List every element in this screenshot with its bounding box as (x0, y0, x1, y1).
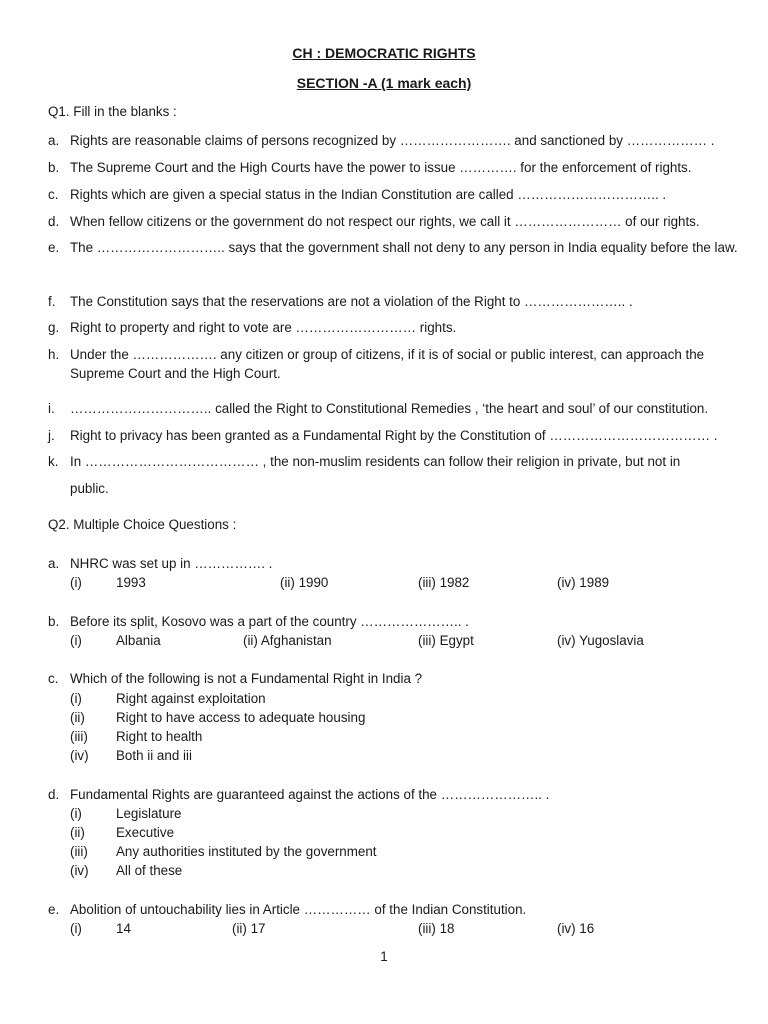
item-text: The Constitution says that the reservations are not a violation of the Right to ………………….. . (70, 294, 633, 309)
option-number: (i) (70, 691, 82, 706)
item-text: When fellow citizens or the government do not respect our rights, we call it …………………… of our rights. (70, 214, 700, 229)
question-text: Which of the following is not a Fundamental Right in India ? (70, 671, 423, 686)
option-text: 14 (116, 921, 131, 936)
option-number: (iv) (70, 748, 89, 763)
option-text: (ii) 1990 (280, 575, 329, 590)
option-number: (i) (70, 633, 82, 648)
mcq-option (70, 842, 710, 861)
item-text: public. (70, 481, 109, 496)
chapter-title: CH : DEMOCRATIC RIGHTS (292, 45, 476, 61)
option-text: Legislature (116, 806, 182, 821)
option-text: 1993 (116, 575, 146, 590)
option-text: (iv) 16 (557, 921, 595, 936)
mcq-option (70, 727, 710, 746)
option-number: (i) (70, 806, 82, 821)
item-label: b. (48, 160, 60, 175)
option-number: (iv) (70, 863, 89, 878)
item-text: The Supreme Court and the High Courts have the power to issue …………. for the enforcement of rights. (70, 160, 692, 175)
item-label: i. (48, 401, 55, 416)
mcq-options-row (70, 631, 730, 650)
item-text: Rights are reasonable claims of persons recognized by ……………………. and sanctioned by ……………… . (70, 133, 715, 148)
option-text: (iii) Egypt (418, 633, 474, 648)
mcq-option (70, 708, 710, 727)
option-text: Right against exploitation (116, 691, 266, 706)
question-text: Before its split, Kosovo was a part of the country ………………….. . (70, 614, 469, 629)
q2-heading: Q2. Multiple Choice Questions : (48, 517, 237, 532)
option-number: (iii) (70, 844, 88, 859)
question-text: NHRC was set up in ……………. . (70, 556, 273, 571)
mcq-options-row (70, 919, 730, 938)
option-number: (ii) (70, 825, 85, 840)
option-number: (i) (70, 921, 82, 936)
option-text: (iii) 1982 (418, 575, 470, 590)
question-text: Abolition of untouchability lies in Article …………… of the Indian Constitution. (70, 902, 527, 917)
item-text: Right to privacy has been granted as a Fundamental Right by the Constitution of ……………………………… . (70, 428, 718, 443)
section-title: SECTION -A (1 mark each) (296, 75, 472, 91)
option-text: (ii) 17 (232, 921, 266, 936)
mcq-options-row (70, 573, 730, 592)
option-text: Albania (116, 633, 161, 648)
mcq-option (70, 689, 710, 708)
item-label: j. (48, 428, 55, 443)
question-label: c. (48, 671, 59, 686)
option-text: All of these (116, 863, 183, 878)
item-label: c. (48, 187, 59, 202)
item-text: The ……………………….. says that the government shall not deny to any person in India equality before the law. (70, 240, 738, 255)
page-number: 1 (380, 949, 388, 964)
q1-heading: Q1. Fill in the blanks : (48, 104, 177, 119)
question-label: d. (48, 787, 60, 802)
option-text: Both ii and iii (116, 748, 192, 763)
item-label: h. (48, 347, 60, 362)
option-text: Right to health (116, 729, 203, 744)
item-text: Right to property and right to vote are ……………………… rights. (70, 320, 457, 335)
mcq-option (70, 823, 710, 842)
option-number: (iii) (70, 729, 88, 744)
option-text: (ii) Afghanistan (243, 633, 332, 648)
mcq-option (70, 746, 710, 765)
question-text: Fundamental Rights are guaranteed against the actions of the ………………….. . (70, 787, 550, 802)
question-label: e. (48, 902, 60, 917)
item-label: d. (48, 214, 60, 229)
option-text: (iv) Yugoslavia (557, 633, 644, 648)
option-number: (ii) (70, 710, 85, 725)
mcq-option (70, 804, 710, 823)
item-label: k. (48, 454, 59, 469)
option-text: (iii) 18 (418, 921, 455, 936)
item-label: a. (48, 133, 60, 148)
option-text: Right to have access to adequate housing (116, 710, 366, 725)
option-number: (i) (70, 575, 82, 590)
item-text: Rights which are given a special status in the Indian Constitution are called ………………………….. . (70, 187, 667, 202)
item-label: f. (48, 294, 56, 309)
option-text: Executive (116, 825, 175, 840)
option-text: Any authorities instituted by the government (116, 844, 377, 859)
item-text: In ………………………………… , the non-muslim residents can follow their religion in private, but not in (70, 454, 681, 469)
question-label: b. (48, 614, 60, 629)
item-text: Under the ………………. any citizen or group of citizens, if it is of social or public interest, can approach the Supreme Court and the High Court. (70, 347, 705, 381)
item-label: g. (48, 320, 60, 335)
item-label: e. (48, 240, 60, 255)
question-label: a. (48, 556, 60, 571)
item-text: ………………………….. called the Right to Constitutional Remedies , ‘the heart and soul’ of our constitution. (70, 401, 709, 416)
option-text: (iv) 1989 (557, 575, 610, 590)
mcq-option (70, 861, 710, 880)
